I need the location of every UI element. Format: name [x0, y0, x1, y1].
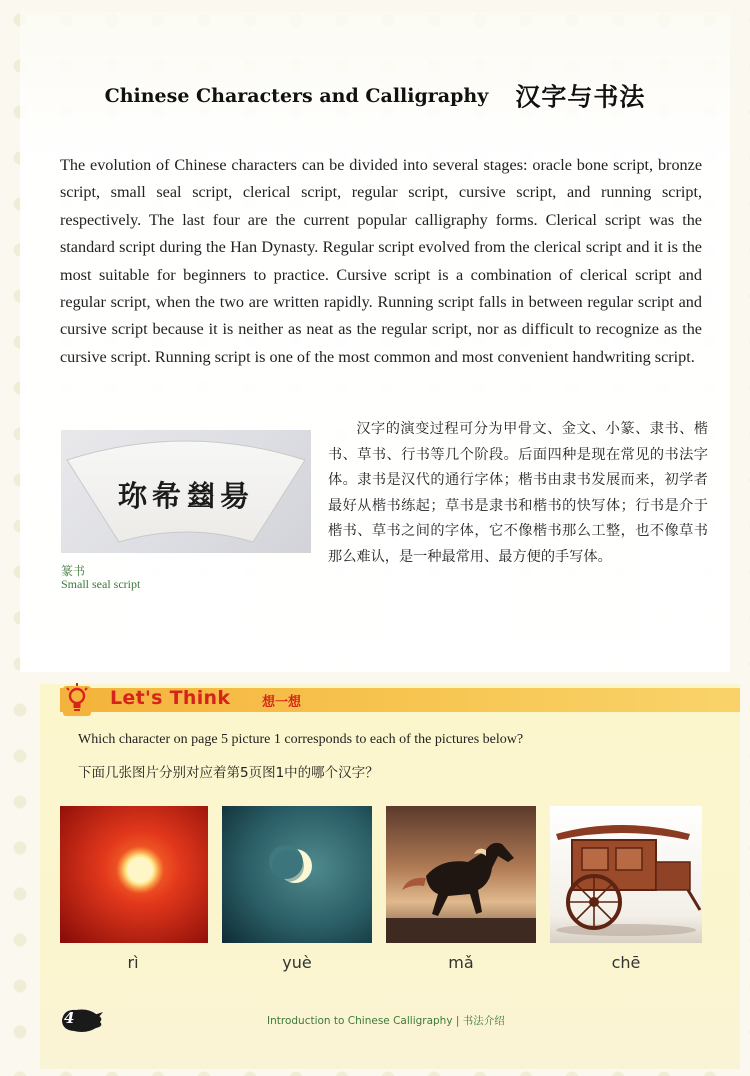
page-title-chinese: 汉字与书法 [515, 82, 646, 112]
question-chinese: 下面几张图片分别对应着第5页图1中的哪个汉字？ [78, 765, 379, 781]
pinyin-label-3: mǎ [448, 953, 474, 972]
small-seal-script-fan-image [61, 430, 311, 553]
figure-caption-english: Small seal script [61, 577, 141, 591]
lets-think-title: Let's Think [110, 687, 231, 709]
page-number: 4 [64, 1009, 75, 1027]
page-title [0, 74, 750, 114]
page-title-english: Chinese Characters and Calligraphy [104, 84, 489, 107]
fan-illustration [61, 430, 311, 553]
seal-script-characters: 珎㣇𢇍昜 [117, 479, 255, 513]
cart-photo [550, 806, 702, 943]
footer-text: Introduction to Chinese Calligraphy | 书法介绍 [267, 1015, 505, 1027]
pinyin-label-4: chē [611, 953, 641, 972]
pinyin-label-1: rì [127, 953, 139, 972]
horse-photo [386, 806, 536, 943]
chinese-paragraph: 汉字的演变过程可分为甲骨文、金文、小篆、隶书、楷书、草书、行书等几个阶段。后面四种是现在常见的书法字体。隶书是汉代的通行字体；楷书由隶书发展而来，初学者最好从楷书练起；草书是隶书和楷书的快写体；行书是介于楷书、草书之间的字体，它不像楷书那么工整，也不像草书那么难认，是一种最常用、最方便的手写体。 [328, 421, 708, 565]
lets-think-title-chinese: 想一想 [262, 695, 302, 710]
lightbulb-icon [60, 680, 96, 720]
figure-caption-chinese: 篆书 [61, 564, 86, 578]
sun-photo [60, 806, 208, 943]
pinyin-label-2: yuè [282, 953, 312, 972]
question-english: Which character on page 5 picture 1 corresponds to each of the pictures below? [78, 732, 524, 747]
moon-photo [222, 806, 372, 943]
english-paragraph: The evolution of Chinese characters can be divided into several stages: oracle bone script, bronze script, small seal script, clerical script, regular script, cursive script, and running script, respectively. The last four are the current popular calligraphy forms. Clerical script was the standard script during the Han Dynasty. Regular script evolved from the clerical script and it is the most suitable for beginners to practice. Cursive script is a combination of clerical script and regular script, when the two are written rapidly. Running script falls in between regular script and cursive script because it is neither as neat as the regular script, nor as difficult to recognize as the cursive script. Running script is one of the most common and most convenient handwriting script. [60, 156, 702, 366]
